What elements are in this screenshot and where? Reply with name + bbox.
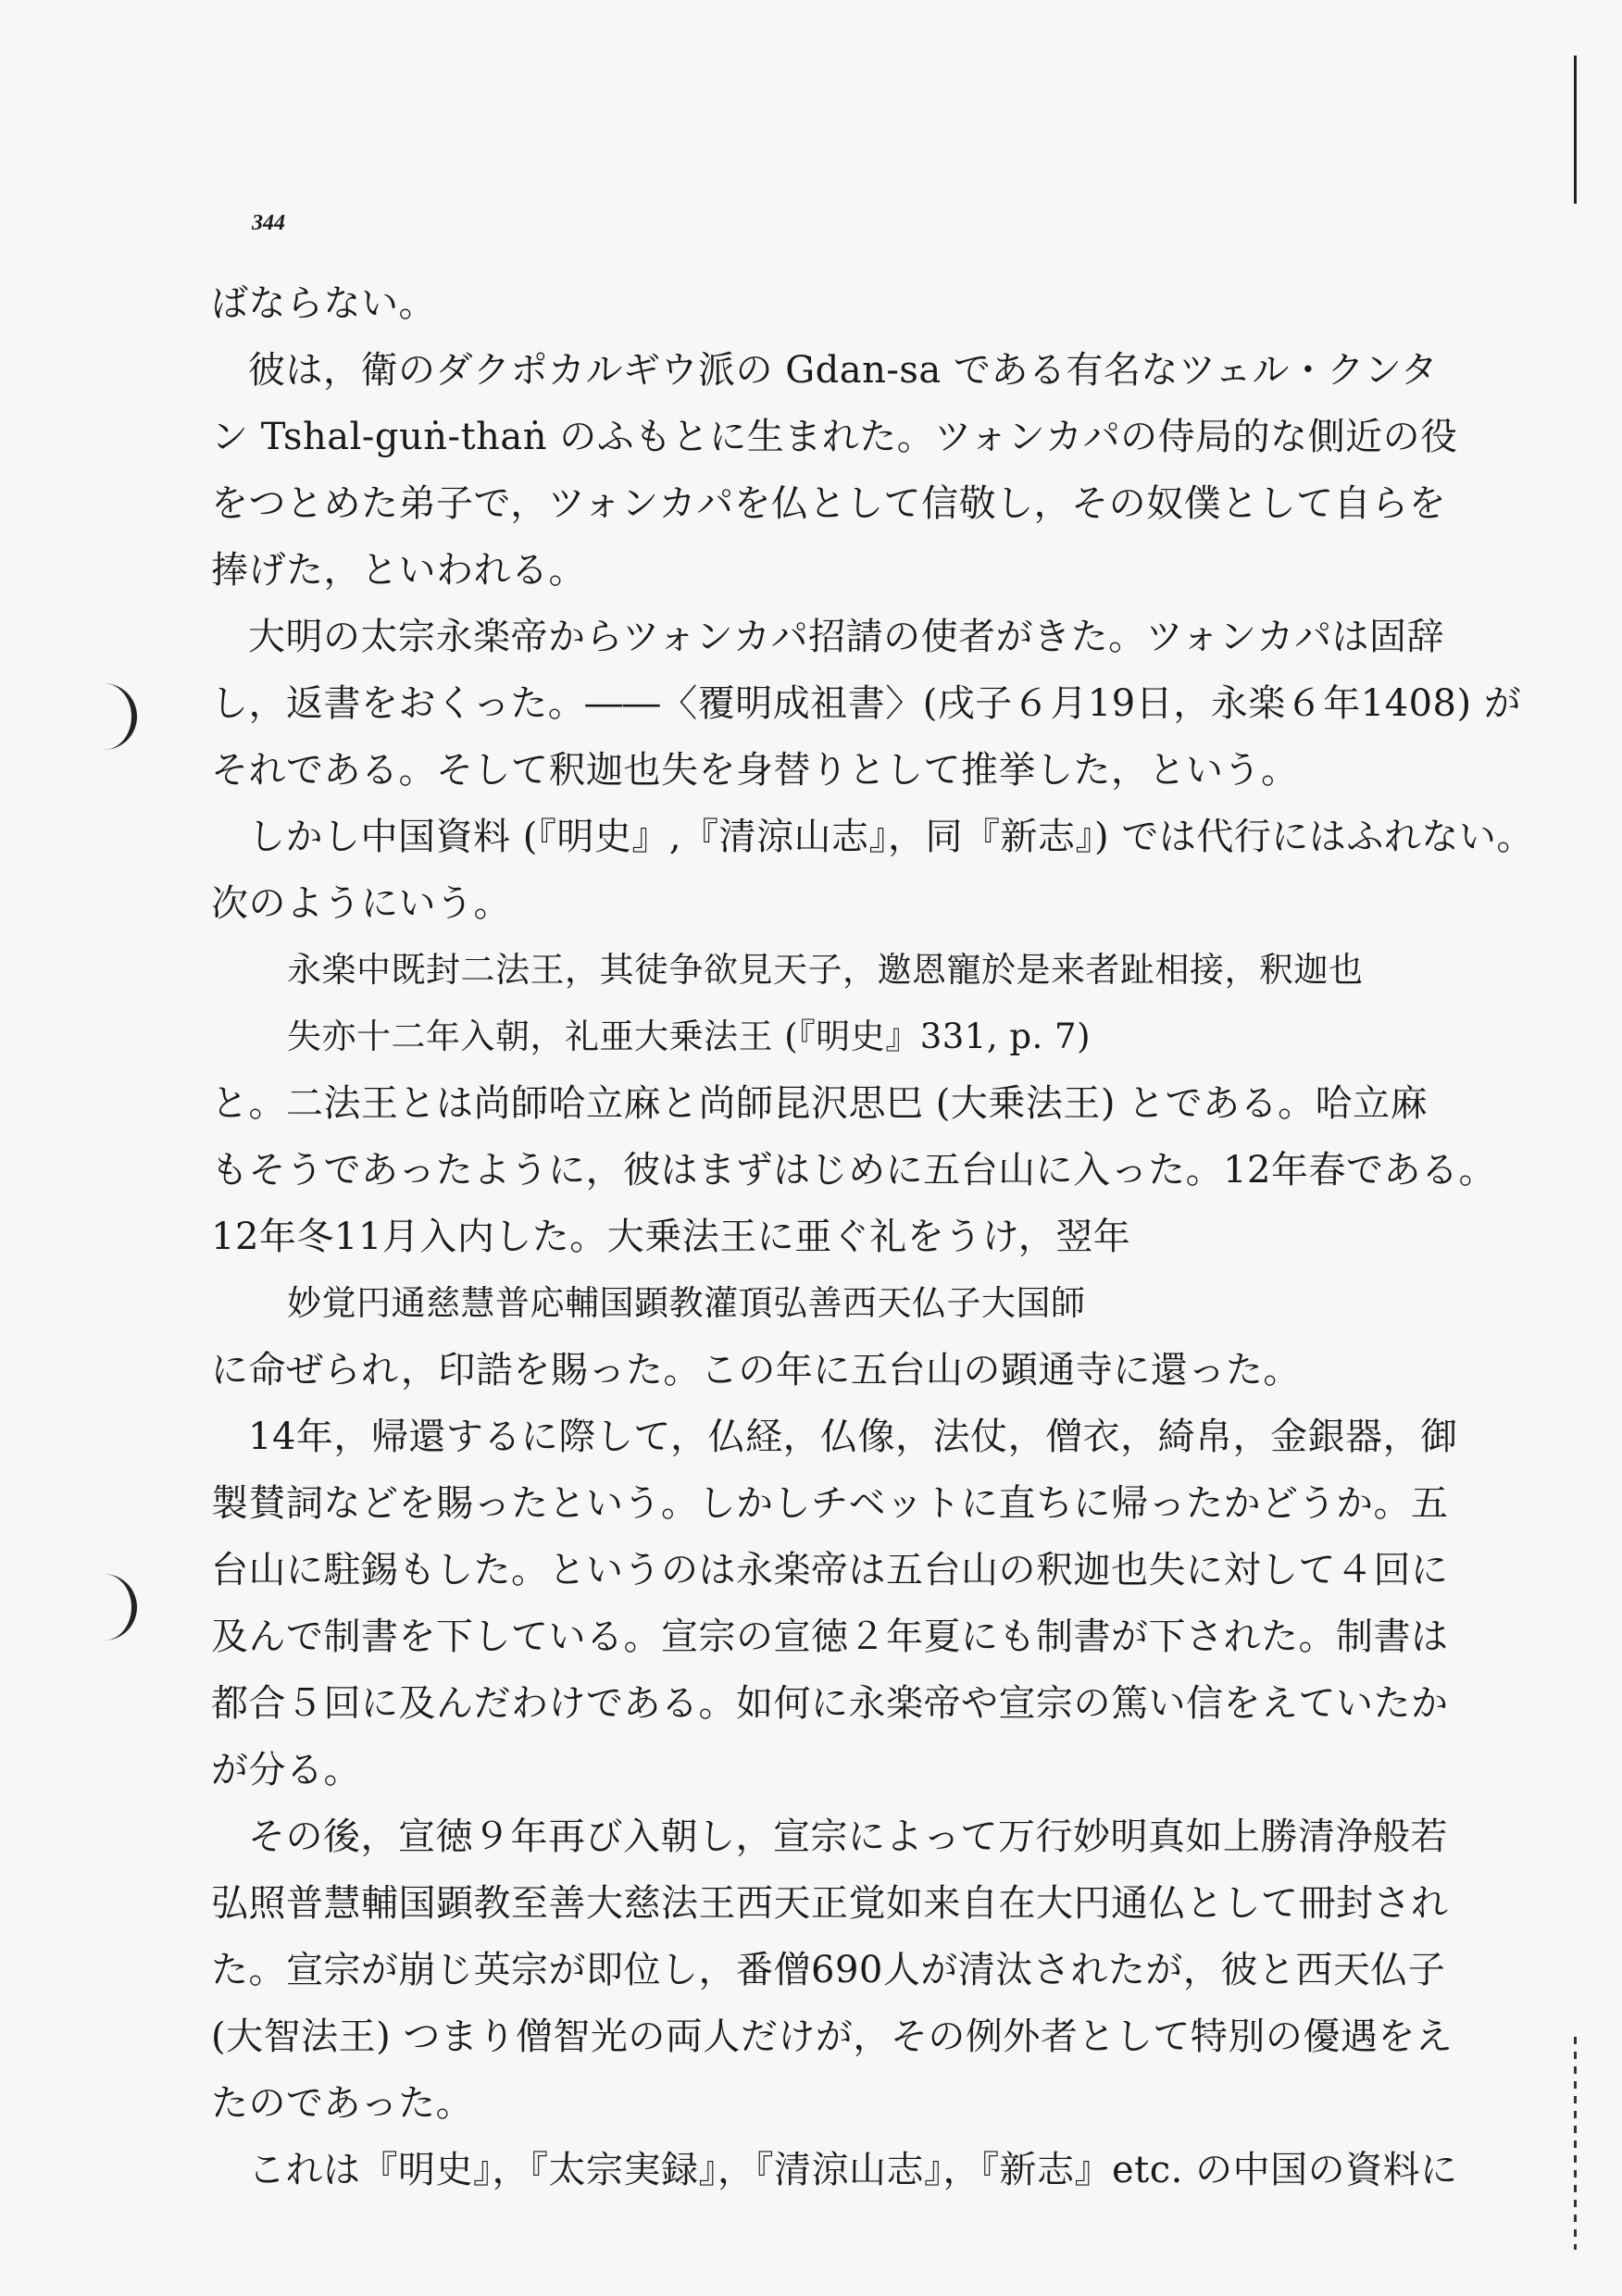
text-line: 捧げた，といわれる。 bbox=[211, 549, 586, 592]
margin-rule-dotted bbox=[1574, 2037, 1577, 2250]
text-line: それである。そして釈迦也失を身替りとして推挙した，という。 bbox=[211, 749, 1299, 792]
text-line: 12年冬11月入内した。大乗法王に亜ぐ礼をうけ，翌年 bbox=[211, 1216, 1131, 1258]
text-line: 弘照普慧輔国顕教至善大慈法王西天正覚如来自在大円通仏として冊封され bbox=[211, 1882, 1449, 1925]
binding-mark bbox=[102, 683, 137, 750]
quotation-line: 失亦十二年入朝，礼亜大乗法王 (『明史』331, p. 7) bbox=[287, 1017, 1092, 1056]
text-line: たのであった。 bbox=[211, 2082, 474, 2125]
text-line: に命ぜられ，印誥を賜った。この年に五台山の顕通寺に還った。 bbox=[211, 1349, 1301, 1391]
text-line: ン Tshal-guṅ-thaṅ のふもとに生まれた。ツォンカパの侍局的な側近の役 bbox=[211, 416, 1458, 458]
binding-mark bbox=[102, 1574, 137, 1641]
text-line: ばならない。 bbox=[211, 282, 436, 325]
text-line: 彼は，衛のダクポカルギウ派の Gdan-sa である有名なツェル・クンタ bbox=[248, 349, 1439, 392]
text-line: しかし中国資料 (『明史』,『清涼山志』，同『新志』) では代行にはふれない。 bbox=[248, 816, 1534, 858]
text-line: 及んで制書を下している。宣宗の宣徳２年夏にも制書が下された。制書は bbox=[211, 1616, 1449, 1658]
text-line: その後，宣徳９年再び入朝し，宣宗によって万行妙明真如上勝清浄般若 bbox=[248, 1816, 1448, 1858]
quotation-line: 永楽中既封二法王，其徒争欲見天子，邀恩寵於是来者趾相接，釈迦也 bbox=[287, 950, 1364, 990]
text-line: をつとめた弟子で，ツォンカパを仏として信敬し，その奴僕として自らを bbox=[211, 482, 1447, 525]
body-text bbox=[211, 270, 1534, 2203]
text-line: 14年，帰還するに際して，仏経，仏像，法仗，僧衣，綺帛，金銀器，御 bbox=[248, 1416, 1458, 1458]
text-line: 大明の太宗永楽帝からツォンカパ招請の使者がきた。ツォンカパは固辞 bbox=[248, 616, 1444, 658]
quotation-line: 妙覚円通慈慧普応輔国顕教灌頂弘善西天仏子大国師 bbox=[287, 1283, 1086, 1323]
text-line: (大智法王) つまり僧智光の両人だけが，その例外者として特別の優遇をえ bbox=[211, 2015, 1454, 2058]
text-line: が分る。 bbox=[211, 1749, 361, 1791]
text-line: 製賛詞などを賜ったという。しかしチベットに直ちに帰ったかどうか。五 bbox=[211, 1482, 1449, 1525]
text-line: し，返書をおくった。――〈覆明成祖書〉(戌子６月19日，永楽６年1408) が bbox=[211, 682, 1522, 725]
text-line: 台山に駐錫もした。というのは永楽帝は五台山の釈迦也失に対して４回に bbox=[211, 1549, 1449, 1591]
text-line: もそうであったように，彼はまずはじめに五台山に入った。12年春である。 bbox=[211, 1149, 1496, 1192]
page-number: 344 bbox=[252, 211, 285, 235]
text-line: 次のようにいう。 bbox=[211, 882, 511, 925]
text-line: これは『明史』，『太宗実録』，『清涼山志』，『新志』etc. の中国の資料に bbox=[248, 2149, 1458, 2191]
margin-rule bbox=[1574, 56, 1577, 204]
text-line: た。宣宗が崩じ英宗が即位し，番僧690人が清汰されたが，彼と西天仏子 bbox=[211, 1949, 1446, 1991]
text-line: 都合５回に及んだわけである。如何に永楽帝や宣宗の篤い信をえていたか bbox=[211, 1682, 1449, 1725]
text-line: と。二法王とは尚師哈立麻と尚師昆沢思巴 (大乗法王) とである。哈立麻 bbox=[211, 1082, 1429, 1125]
